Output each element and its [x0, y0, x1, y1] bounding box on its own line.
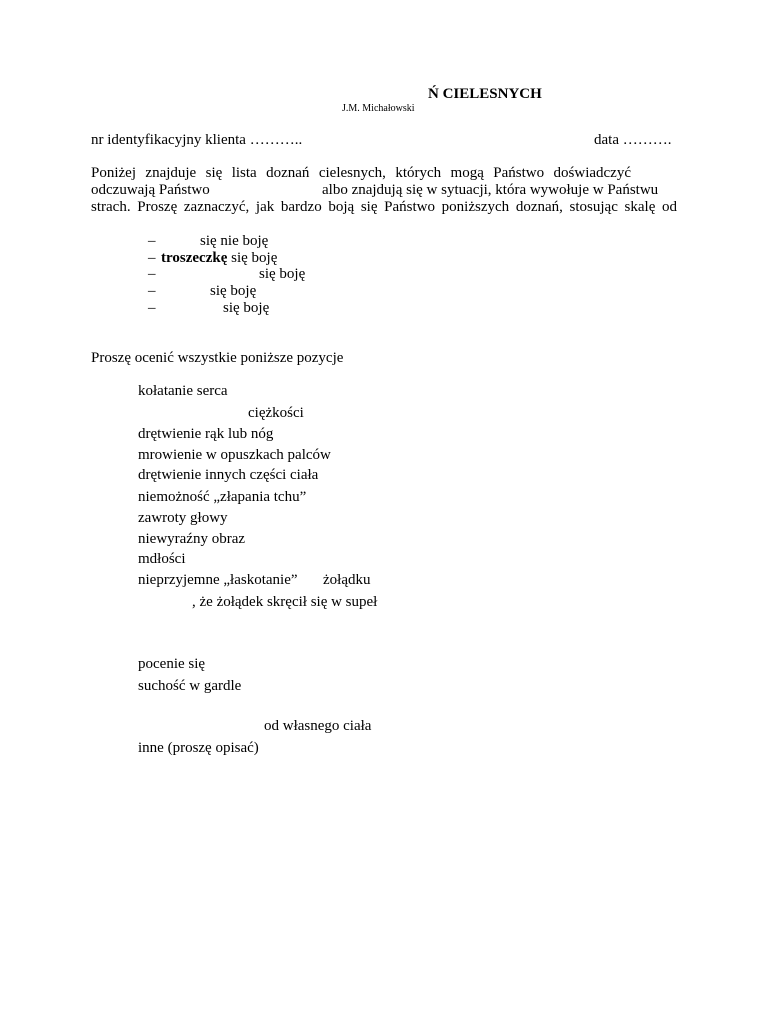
list-item: mrowienie w opuszkach palców — [138, 447, 331, 463]
intro-line-1: Poniżej znajduje się lista doznań cielesnych, których mogą Państwo doświadczyć — [91, 165, 631, 181]
scale-dash: – — [148, 233, 156, 249]
list-item: żołądku — [323, 572, 371, 588]
list-item: niemożność „złapania tchu” — [138, 489, 307, 505]
scale-label: się boję — [223, 300, 270, 316]
scale-dash: – — [148, 266, 156, 282]
instruction-text: Proszę ocenić wszystkie poniższe pozycje — [91, 350, 344, 366]
document-title: Ń CIELESNYCH — [428, 86, 542, 102]
scale-label: się nie boję — [200, 233, 269, 249]
date-field: data ………. — [594, 132, 672, 148]
list-item: , że żołądek skręcił się w supeł — [192, 594, 378, 610]
list-item: niewyraźny obraz — [138, 531, 246, 547]
scale-dash: – — [148, 250, 156, 266]
author-name: J.M. Michałowski — [342, 103, 415, 114]
list-item: mdłości — [138, 551, 186, 567]
scale-label: troszeczkę się boję — [161, 250, 278, 266]
list-item: od własnego ciała — [264, 718, 372, 734]
scale-dash: – — [148, 300, 156, 316]
list-item: inne (proszę opisać) — [138, 740, 259, 756]
list-item: drętwienie innych części ciała — [138, 467, 319, 483]
list-item: drętwienie rąk lub nóg — [138, 426, 274, 442]
scale-label: się boję — [210, 283, 257, 299]
list-item: suchość w gardle — [138, 678, 242, 694]
scale-dash: – — [148, 283, 156, 299]
list-item: nieprzyjemne „łaskotanie” — [138, 572, 298, 588]
scale-label: się boję — [259, 266, 306, 282]
list-item: pocenie się — [138, 656, 206, 672]
list-item: zawroty głowy — [138, 510, 228, 526]
intro-line-3: strach. Proszę zaznaczyć, jak bardzo boją się Państwo poniższych doznań, stosując skalę od — [91, 199, 678, 215]
client-id-field: nr identyfikacyjny klienta ……….. — [91, 132, 303, 148]
list-item: ciężkości — [248, 405, 304, 421]
intro-line-2-left: odczuwają Państwo — [91, 182, 210, 198]
intro-line-2-right: albo znajdują się w sytuacji, która wywołuje w Państwu — [322, 182, 659, 198]
list-item: kołatanie serca — [138, 383, 228, 399]
